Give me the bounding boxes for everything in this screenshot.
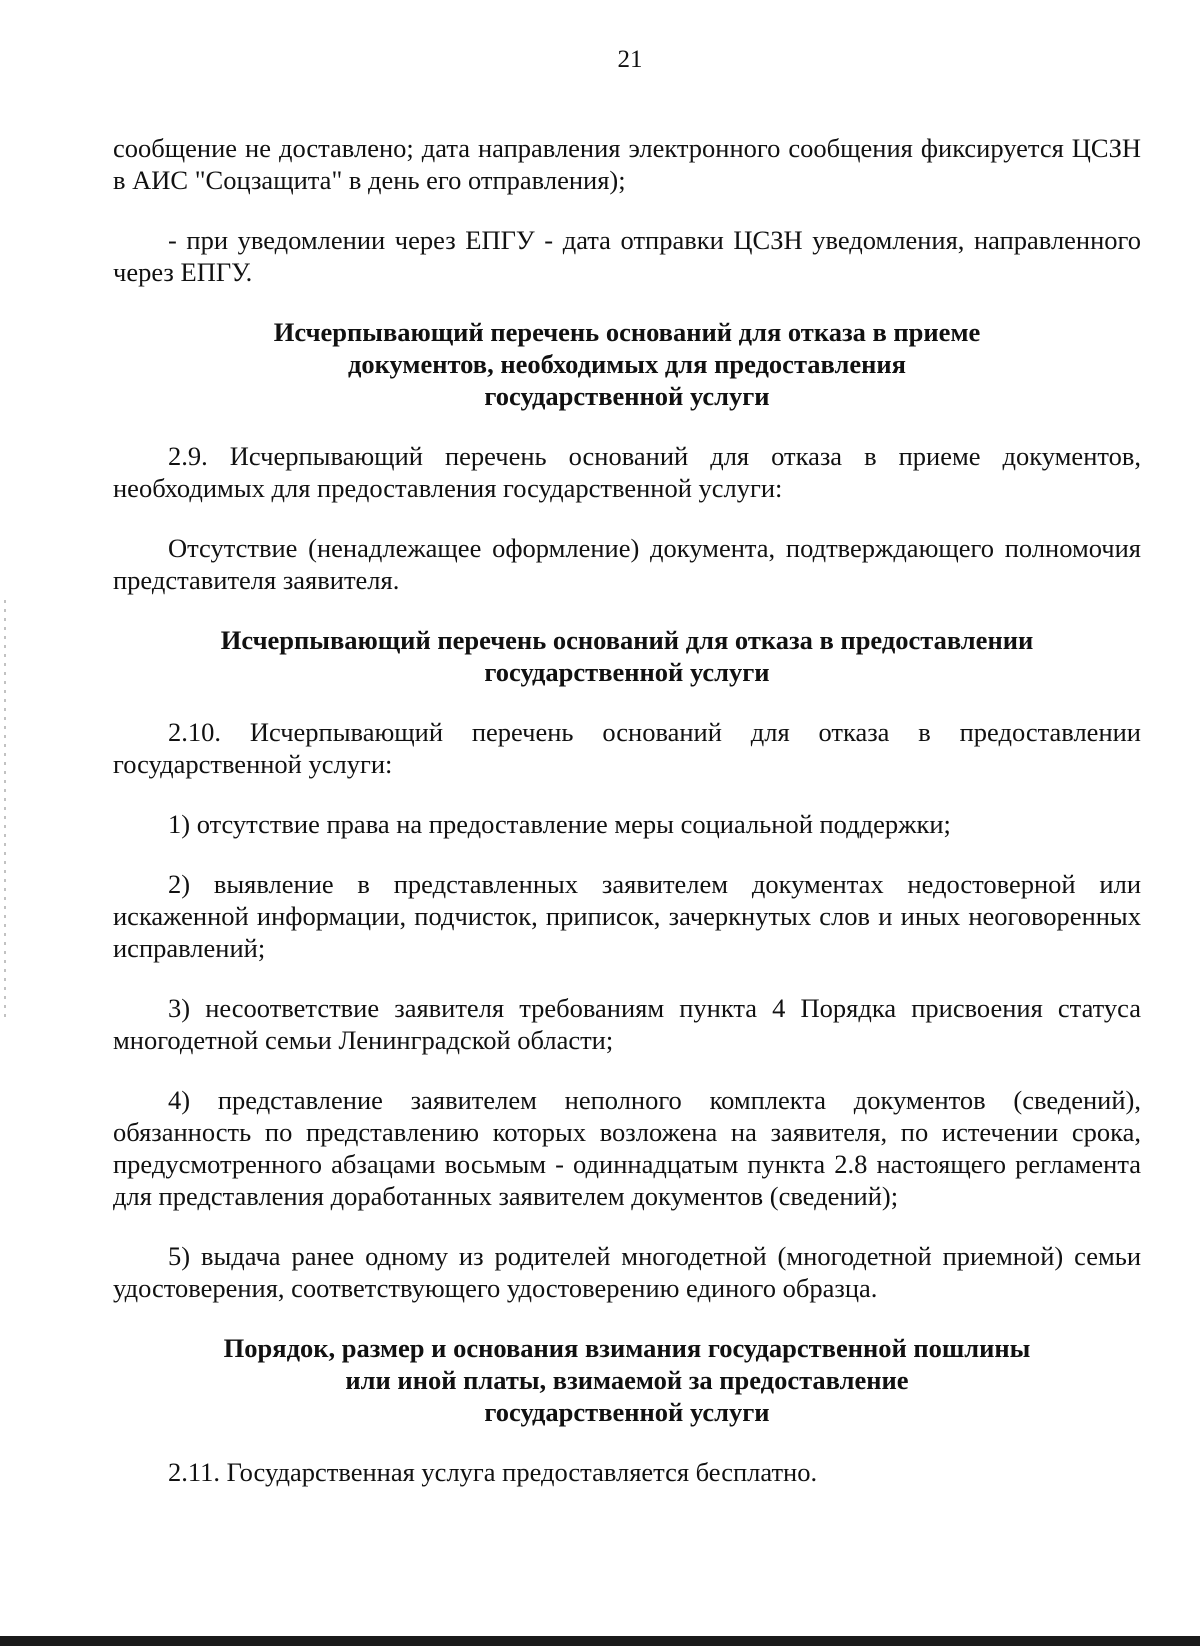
heading-line: государственной услуги: [484, 1397, 770, 1427]
heading-line: Исчерпывающий перечень оснований для отказа в приеме: [273, 317, 981, 347]
paragraph-2-10: 2.10. Исчерпывающий перечень оснований для отказа в предоставлении государственной услуги:: [113, 717, 1141, 779]
document-body: [113, 132, 1141, 1516]
paragraph-2-9: 2.9. Исчерпывающий перечень оснований для отказа в приеме документов, необходимых для предоставления государственной услуги:: [113, 441, 1141, 503]
list-item-3: 3) несоответствие заявителя требованиям пункта 4 Порядка присвоения статуса многодетной семьи Ленинградской области;: [113, 993, 1141, 1055]
page-number: 21: [617, 46, 643, 73]
section-heading-refusal-reception: [113, 316, 1141, 412]
paragraph-continuation: сообщение не доставлено; дата направления электронного сообщения фиксируется ЦСЗН в АИС "Соцзащита" в день его отправления);: [113, 133, 1141, 195]
section-heading-refusal-provision: [113, 624, 1141, 688]
paragraph-representative-authority: Отсутствие (ненадлежащее оформление) документа, подтверждающего полномочия представителя заявителя.: [113, 533, 1141, 595]
scan-bottom-edge: [0, 1636, 1200, 1646]
paragraph-epgu-notification: - при уведомлении через ЕПГУ - дата отправки ЦСЗН уведомления, направленного через ЕПГУ.: [113, 225, 1141, 287]
list-item-4: 4) представление заявителем неполного комплекта документов (сведений), обязанность по представлению которых возложена на заявителя, по истечении срока, предусмотренного абзацами восьмым - одиннадцатым пункта 2.8 настоящего регламента для представления доработанных заявителем документов (сведений);: [113, 1085, 1141, 1211]
paragraph-2-11: 2.11. Государственная услуга предоставляется бесплатно.: [168, 1457, 818, 1487]
scan-edge-artifact: [4, 600, 6, 1020]
list-item-2: 2) выявление в представленных заявителем документах недостоверной или искаженной информации, подчисток, приписок, зачеркнутых слов и иных неоговоренных исправлений;: [113, 869, 1141, 963]
heading-line: или иной платы, взимаемой за предоставление: [345, 1365, 909, 1395]
list-item-1: 1) отсутствие права на предоставление меры социальной поддержки;: [168, 809, 951, 839]
heading-line: государственной услуги: [484, 381, 770, 411]
heading-line: Исчерпывающий перечень оснований для отказа в предоставлении: [220, 625, 1034, 655]
heading-line: Порядок, размер и основания взимания государственной пошлины: [223, 1333, 1031, 1363]
heading-line: документов, необходимых для предоставления: [347, 349, 906, 379]
section-heading-fees: [113, 1332, 1141, 1428]
list-item-5: 5) выдача ранее одному из родителей многодетной (многодетной приемной) семьи удостоверения, соответствующего удостоверению единого образца.: [113, 1241, 1141, 1303]
heading-line: государственной услуги: [484, 657, 770, 687]
